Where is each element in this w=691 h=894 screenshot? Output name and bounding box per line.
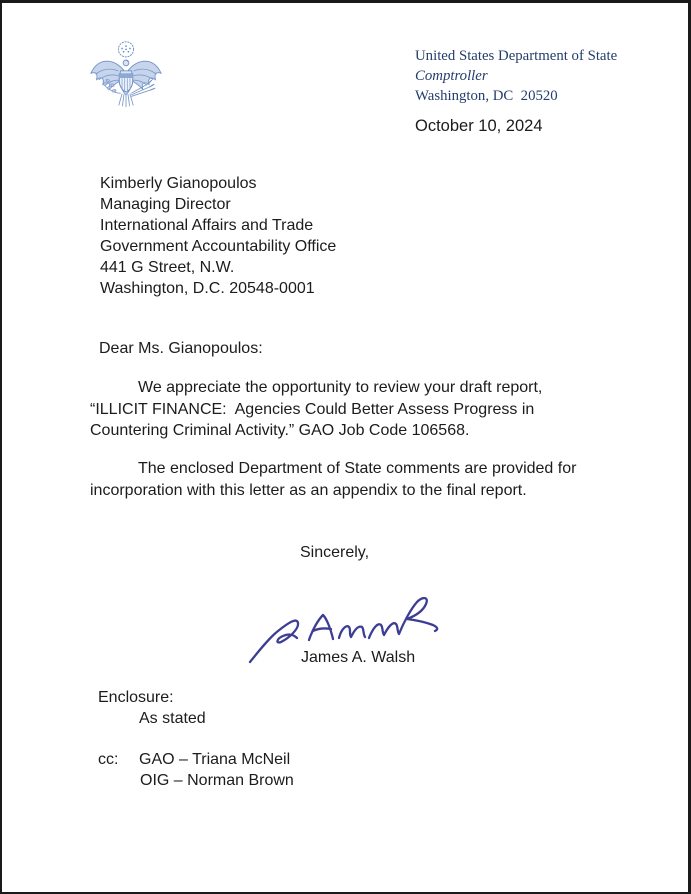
letterhead-agency: United States Department of State xyxy=(415,48,618,64)
paragraph-line: We appreciate the opportunity to review your draft report, xyxy=(138,379,543,396)
enclosure-label: Enclosure: xyxy=(98,689,174,706)
recipient-city: Washington, D.C. 20548-0001 xyxy=(100,280,315,297)
letterhead-office: Comptroller xyxy=(415,68,488,84)
letterhead-address: Washington, DC 20520 xyxy=(415,88,558,104)
great-seal-eagle-icon xyxy=(86,39,166,125)
cc-recipient: GAO – Triana McNeil xyxy=(139,751,291,768)
recipient-title: Managing Director xyxy=(100,196,231,213)
date-line: October 10, 2024 xyxy=(415,117,543,135)
signer-name: James A. Walsh xyxy=(301,649,416,666)
recipient-street: 441 G Street, N.W. xyxy=(100,259,235,276)
salutation: Dear Ms. Gianopoulos: xyxy=(99,340,263,357)
paragraph-line: “ILLICIT FINANCE: Agencies Could Better Assess Progress in xyxy=(90,400,535,418)
cc-recipient: OIG – Norman Brown xyxy=(140,772,294,789)
letterhead-block xyxy=(415,46,617,106)
body-paragraph-2 xyxy=(90,458,576,501)
enclosure-value: As stated xyxy=(139,710,206,727)
paragraph-line: The enclosed Department of State comments are provided for xyxy=(138,460,577,477)
paragraph-line: Countering Criminal Activity.” GAO Job Code 106568. xyxy=(90,422,470,439)
recipient-team: International Affairs and Trade xyxy=(100,217,314,234)
valediction: Sincerely, xyxy=(300,544,370,561)
paragraph-line: incorporation with this letter as an appendix to the final report. xyxy=(90,481,527,499)
recipient-name: Kimberly Gianopoulos xyxy=(100,175,257,192)
cc-label: cc: xyxy=(98,751,119,768)
recipient-address-block xyxy=(100,173,336,299)
recipient-org: Government Accountability Office xyxy=(100,238,337,255)
body-paragraph-1 xyxy=(90,377,542,442)
